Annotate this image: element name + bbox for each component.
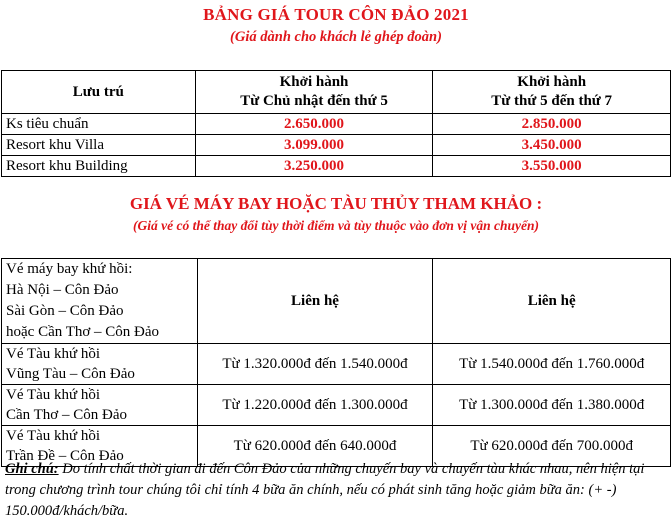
- price-weekend: Liên hệ: [433, 259, 671, 344]
- route-line: Cần Thơ – Côn Đảo: [6, 407, 127, 423]
- route-line: Vé Tàu khứ hồi: [6, 428, 101, 444]
- table-row: [2, 135, 671, 156]
- route-line: Vé máy bay khứ hồi:: [6, 261, 133, 277]
- route-line: Sài Gòn – Côn Đảo: [6, 303, 124, 319]
- price-weekday: Liên hệ: [197, 259, 433, 344]
- price-weekday: Từ 1.220.000đ đến 1.300.000đ: [197, 385, 433, 426]
- route-cell: [2, 259, 198, 344]
- col-header-weekend-line2: Từ thứ 5 đến thứ 7: [491, 93, 613, 109]
- price-weekday: Từ 620.000đ đến 640.000đ: [197, 426, 433, 467]
- route-cell: [2, 385, 198, 426]
- page-title: BẢNG GIÁ TOUR CÔN ĐẢO 2021: [203, 5, 469, 24]
- price-weekday: Từ 1.320.000đ đến 1.540.000đ: [197, 344, 433, 385]
- col-header-weekend: [433, 71, 671, 114]
- transport-title: GIÁ VÉ MÁY BAY HOẶC TÀU THỦY THAM KHẢO :: [129, 194, 543, 213]
- price-weekend: 3.550.000: [433, 156, 671, 177]
- table-row: [2, 259, 671, 344]
- table-row: [2, 156, 671, 177]
- transport-price-table: [1, 258, 671, 467]
- transport-subtitle: (Giá vé có thể thay đổi tùy thời điểm và tùy thuộc vào đơn vị vận chuyển): [133, 218, 539, 233]
- price-weekday: 2.650.000: [195, 114, 433, 135]
- accommodation-name: Resort khu Villa: [2, 135, 196, 156]
- footnote-text: Do tính chất thời gian đi đến Côn Đảo của những chuyến bay và chuyến tàu khác nhau, nên hiện tại trong chương trình tour chúng tôi chỉ tính 4 bữa ăn chính, nếu có phát sinh tăng hoặc giảm bữa ăn: (+ -) 150.000đ/khách/bữa.: [5, 461, 645, 519]
- table-header-row: [2, 71, 671, 114]
- accommodation-name: Resort khu Building: [2, 156, 196, 177]
- price-weekend: Từ 1.540.000đ đến 1.760.000đ: [433, 344, 671, 385]
- price-weekend: 2.850.000: [433, 114, 671, 135]
- route-line: Vé Tàu khứ hồi: [6, 346, 101, 362]
- price-weekend: Từ 620.000đ đến 700.000đ: [433, 426, 671, 467]
- table-row: [2, 344, 671, 385]
- route-line: Trần Đề – Côn Đảo: [6, 448, 124, 464]
- price-weekend: 3.450.000: [433, 135, 671, 156]
- price-weekday: 3.099.000: [195, 135, 433, 156]
- col-header-weekday: [195, 71, 433, 114]
- route-line: hoặc Cần Thơ – Côn Đảo: [6, 324, 160, 340]
- route-line: Hà Nội – Côn Đảo: [6, 282, 119, 298]
- route-line: Vũng Tàu – Côn Đảo: [6, 366, 135, 382]
- footnote: [5, 459, 667, 522]
- accommodation-name: Ks tiêu chuẩn: [2, 114, 196, 135]
- col-header-weekday-line2: Từ Chủ nhật đến thứ 5: [240, 93, 388, 109]
- col-header-weekday-line1: Khởi hành: [279, 74, 349, 90]
- table-row: [2, 385, 671, 426]
- route-line: Vé Tàu khứ hồi: [6, 387, 101, 403]
- price-weekday: 3.250.000: [195, 156, 433, 177]
- price-weekend: Từ 1.300.000đ đến 1.380.000đ: [433, 385, 671, 426]
- route-cell: [2, 344, 198, 385]
- col-header-weekend-line1: Khởi hành: [517, 74, 587, 90]
- col-header-accommodation: Lưu trú: [2, 71, 196, 114]
- footnote-label: Ghi chú:: [5, 461, 59, 477]
- page-subtitle: (Giá dành cho khách lẻ ghép đoàn): [230, 29, 442, 45]
- table-row: [2, 114, 671, 135]
- tour-price-table: [1, 70, 671, 177]
